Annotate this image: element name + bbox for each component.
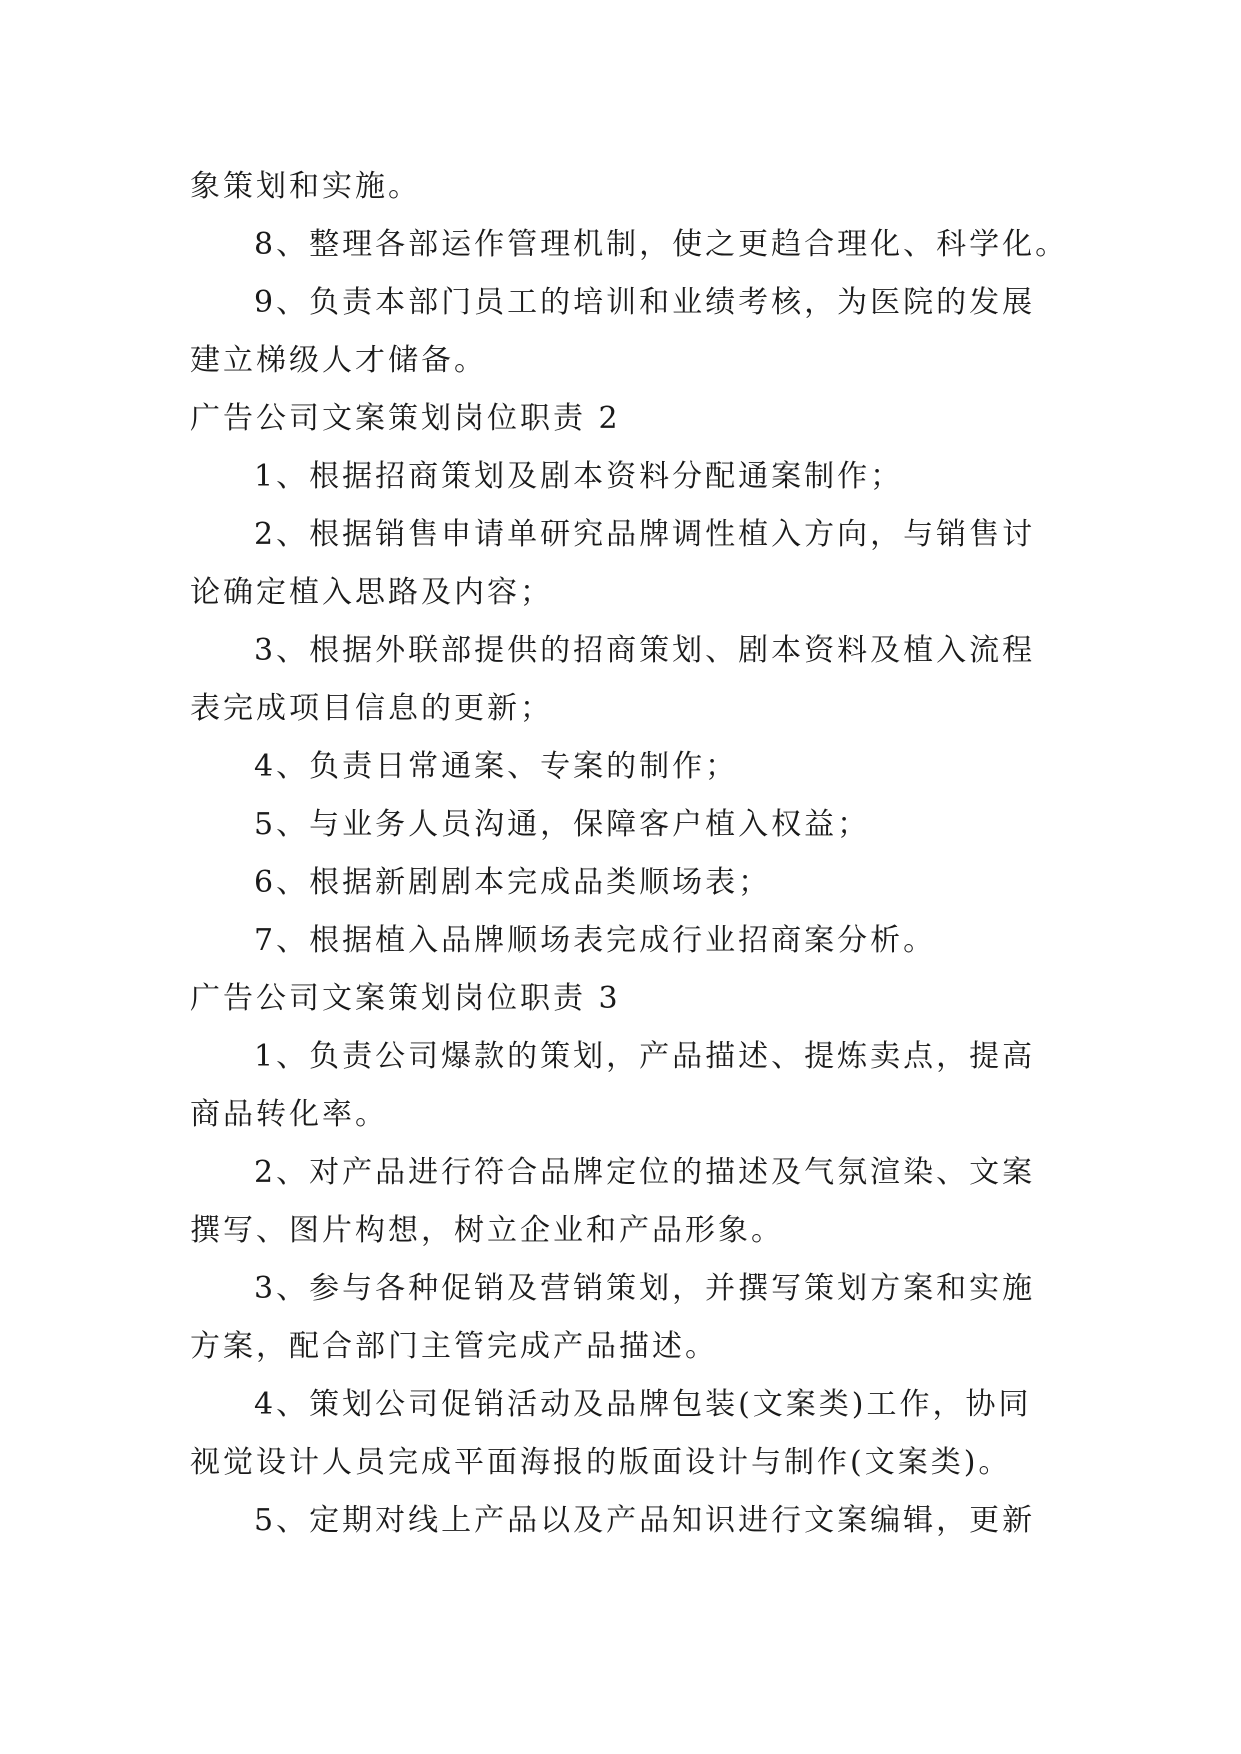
list-item-1: 1、负责公司爆款的策划，产品描述、提炼卖点，提高 — [254, 1039, 1036, 1074]
section-heading: 广告公司文案策划岗位职责 3 — [190, 981, 621, 1016]
paragraph-line: 建立梯级人才储备。 — [190, 343, 487, 378]
list-item-5: 5、与业务人员沟通，保障客户植入权益； — [254, 807, 871, 842]
list-item-1: 1、根据招商策划及剧本资料分配通案制作； — [254, 459, 904, 494]
section-heading: 广告公司文案策划岗位职责 2 — [190, 401, 621, 436]
list-item-3: 3、参与各种促销及营销策划，并撰写策划方案和实施 — [254, 1271, 1036, 1306]
list-item-5: 5、定期对线上产品以及产品知识进行文案编辑，更新 — [254, 1503, 1036, 1538]
paragraph-line: 论确定植入思路及内容； — [190, 575, 553, 610]
list-item-8: 8、整理各部运作管理机制，使之更趋合理化、科学化。 — [254, 227, 1069, 262]
paragraph-line: 商品转化率。 — [190, 1097, 388, 1132]
paragraph-line: 撰写、图片构想，树立企业和产品形象。 — [190, 1213, 784, 1248]
list-item-3: 3、根据外联部提供的招商策划、剧本资料及植入流程 — [254, 633, 1036, 668]
list-item-4: 4、策划公司促销活动及品牌包装(文案类)工作，协同 — [254, 1387, 1032, 1422]
paragraph-line: 象策划和实施。 — [190, 169, 421, 204]
list-item-2: 2、对产品进行符合品牌定位的描述及气氛渲染、文案 — [254, 1155, 1036, 1190]
paragraph-line: 表完成项目信息的更新； — [190, 691, 553, 726]
list-item-9: 9、负责本部门员工的培训和业绩考核，为医院的发展 — [254, 285, 1036, 320]
list-item-4: 4、负责日常通案、专案的制作； — [254, 749, 739, 784]
document-body — [190, 158, 1070, 1550]
list-item-6: 6、根据新剧剧本完成品类顺场表； — [254, 865, 772, 900]
list-item-2: 2、根据销售申请单研究品牌调性植入方向，与销售讨 — [254, 517, 1036, 552]
paragraph-line: 视觉设计人员完成平面海报的版面设计与制作(文案类)。 — [190, 1445, 1012, 1480]
paragraph-line: 方案，配合部门主管完成产品描述。 — [190, 1329, 718, 1364]
list-item-7: 7、根据植入品牌顺场表完成行业招商案分析。 — [254, 923, 937, 958]
